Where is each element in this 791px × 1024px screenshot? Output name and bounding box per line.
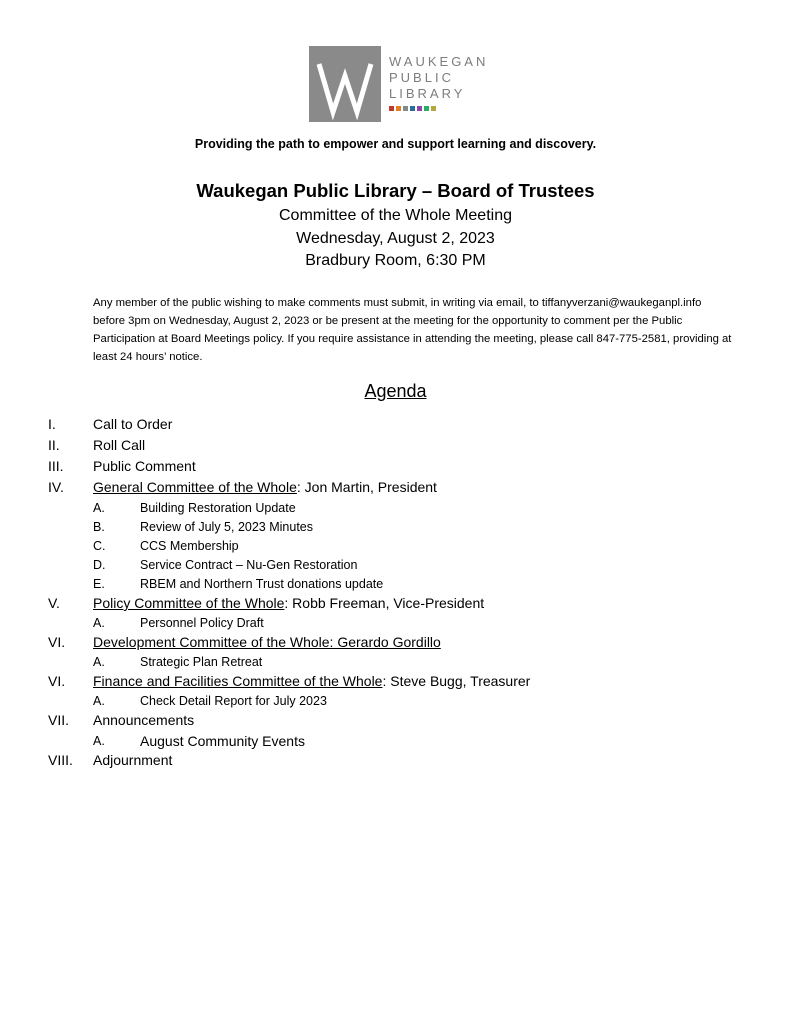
subitem-letter: A. (93, 734, 105, 748)
swatch-1 (389, 106, 394, 111)
meeting-name: Committee of the Whole Meeting (279, 207, 512, 224)
logo-text-waukegan: WAUKEGAN (389, 54, 489, 69)
item-number: V. (48, 595, 60, 611)
item-number: VIII. (48, 752, 73, 768)
subitem-letter: A. (93, 616, 105, 630)
tagline: Providing the path to empower and support learning and discovery. (194, 137, 597, 151)
subitem-text: Personnel Policy Draft (140, 616, 264, 630)
logo-text-public: PUBLIC (389, 70, 454, 85)
subitem-text: Building Restoration Update (140, 501, 296, 515)
item-number: I. (48, 416, 56, 432)
logo-color-swatches (389, 106, 436, 111)
swatch-4 (410, 106, 415, 111)
subitem-letter: E. (93, 577, 105, 591)
item-text: Public Comment (93, 458, 196, 474)
logo-text-library: LIBRARY (389, 86, 466, 101)
item-number: IV. (48, 479, 64, 495)
subitem-text: August Community Events (140, 733, 305, 749)
subitem-letter: A. (93, 655, 105, 669)
swatch-6 (424, 106, 429, 111)
committee-chair: : Robb Freeman, Vice-President (284, 595, 485, 611)
subitem-letter: A. (93, 694, 105, 708)
committee-name: Policy Committee of the Whole (93, 595, 285, 611)
public-comment-notice: Any member of the public wishing to make comments must submit, in writing via email, to tiffanyverzani@waukeganpl.info before 3pm on Wednesday, August 2, 2023 or be present at the meeting for the opportunity to comment per the Public Participation at Board Meetings policy. If you require assistance in attending the meeting, please call 847-775-2581, providing at least 24 hours’ notice. (93, 297, 732, 363)
item-number: II. (48, 437, 60, 453)
agenda-heading: Agenda (364, 381, 427, 401)
item-text: Call to Order (93, 416, 173, 432)
library-logo (309, 46, 489, 122)
swatch-3 (403, 106, 408, 111)
subitem-text: Service Contract – Nu-Gen Restoration (140, 558, 358, 572)
subitem-letter: A. (93, 501, 105, 515)
committee-chair: : Steve Bugg, Treasurer (382, 673, 531, 689)
subitem-text: Strategic Plan Retreat (140, 655, 263, 669)
swatch-5 (417, 106, 422, 111)
committee-name: Finance and Facilities Committee of the Whole (93, 673, 383, 689)
item-number: VI. (48, 673, 66, 689)
item-number: VI. (48, 634, 66, 650)
swatch-7 (431, 106, 436, 111)
item-text: Announcements (93, 712, 195, 728)
item-number: VII. (48, 712, 70, 728)
subitem-text: Review of July 5, 2023 Minutes (140, 520, 314, 534)
subitem-letter: B. (93, 520, 105, 534)
subitem-text: Check Detail Report for July 2023 (140, 694, 327, 708)
item-text (93, 593, 484, 613)
subitem-text: CCS Membership (140, 539, 239, 553)
meeting-location: Bradbury Room, 6:30 PM (305, 252, 486, 269)
meeting-date: Wednesday, August 2, 2023 (296, 230, 495, 247)
subitem-letter: D. (93, 558, 106, 572)
swatch-2 (396, 106, 401, 111)
page-title: Waukegan Public Library – Board of Trustees (196, 180, 595, 201)
item-text: Roll Call (93, 437, 146, 453)
committee-name: Development Committee of the Whole: Gerardo Gordillo (93, 634, 441, 650)
committee-name: General Committee of the Whole (93, 479, 297, 495)
subitem-text: RBEM and Northern Trust donations update (140, 577, 384, 591)
item-text (93, 477, 437, 497)
logo-w-mark (309, 46, 381, 122)
item-number: III. (48, 458, 64, 474)
item-text: Adjournment (93, 752, 173, 768)
item-text (93, 671, 530, 691)
committee-chair: : Jon Martin, President (296, 479, 437, 495)
subitem-letter: C. (93, 539, 106, 553)
